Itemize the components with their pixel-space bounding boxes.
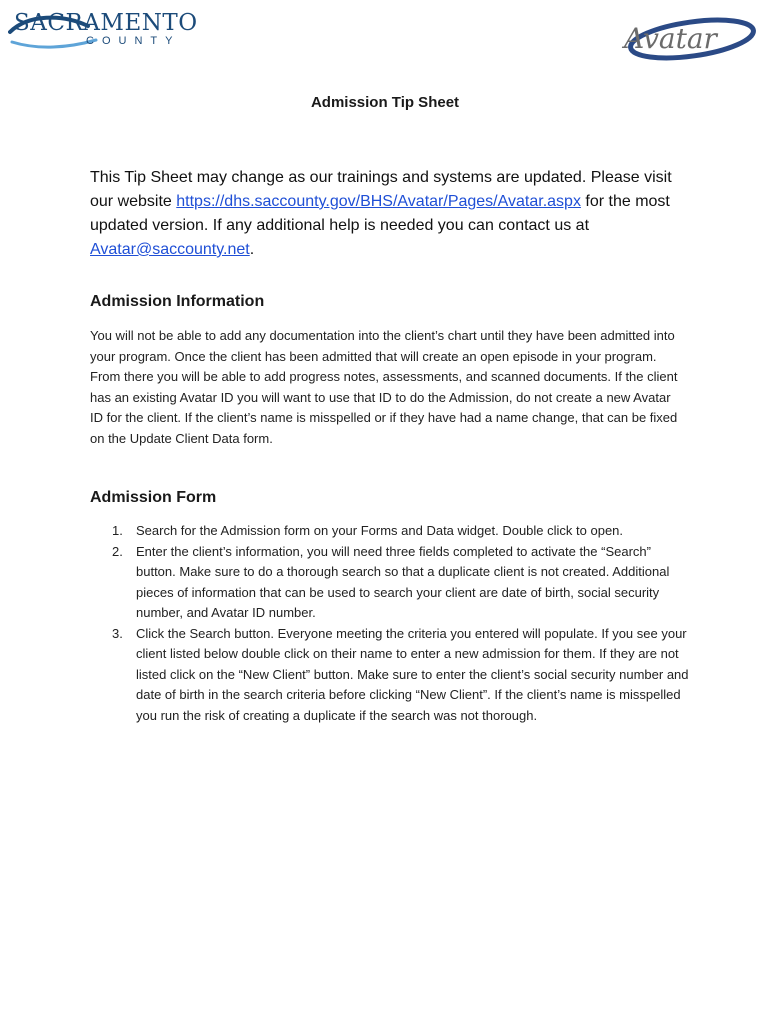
step-text: Search for the Admission form on your Forms and Data widget. Double click to open. [136,523,624,538]
step-number: 1. [112,523,123,538]
admission-information-body: You will not be able to add any documentation into the client’s chart until they have been admitted into your program. Once the client has been admitted that will create an open episode in your program. From there you will be able to add progress notes, assessments, and scanned documents. If the client has an existing Avatar ID you will want to use that ID to do the Admission, do not create a new Avatar ID for the client. If the client’s name is misspelled or if they have had a name change, that can be fixed on the Update Client Data form. [90,328,678,446]
page-title: Admission Tip Sheet [310,94,460,111]
intro-text-end: . [249,241,255,258]
section-heading-admission-form: Admission Form [90,489,217,506]
list-item [90,542,690,624]
step-text: Click the Search button. Everyone meeting the criteria you entered will populate. If you see your client listed below double click on their name to enter a new admission for them. If they are not listed click on the “New Client” button. Make sure to enter the client’s social security number and date of birth in the search criteria before clicking “New Client”. If the client’s name is misspelled you run the risk of creating a duplicate if the search was not thorough. [136,625,689,723]
intro-paragraph [90,166,690,262]
logo-title: SACRAMENTO [14,10,198,36]
logo-subtitle: COUNTY [86,35,181,47]
sacramento-county-logo [8,6,198,52]
logo-swoosh-light [12,40,96,47]
avatar-logo-text: Avatar [624,22,717,55]
list-item [90,624,690,727]
email-link[interactable]: Avatar@saccounty.net [90,241,250,258]
section-heading-admission-information: Admission Information [90,293,265,310]
list-item [90,521,690,542]
admission-form-steps [90,521,690,726]
step-number: 3. [112,625,123,641]
step-number: 2. [112,543,123,559]
avatar-logo [610,12,758,62]
intro-text-after-link: for the most updated version. If any additional help is needed you can contact us at [90,193,670,234]
intro-text-before-link: This Tip Sheet may change as our trainings and systems are updated. Please visit our website [90,169,672,210]
website-link[interactable]: https://dhs.saccounty.gov/BHS/Avatar/Pages/Avatar.aspx [176,193,581,210]
step-text: Enter the client’s information, you will need three fields completed to activate the “Search” button. Make sure to do a thorough search so that a duplicate client is not created. Additional pieces of information that can be used to search your client are date of birth, social security number, and Avatar ID number. [136,543,670,620]
